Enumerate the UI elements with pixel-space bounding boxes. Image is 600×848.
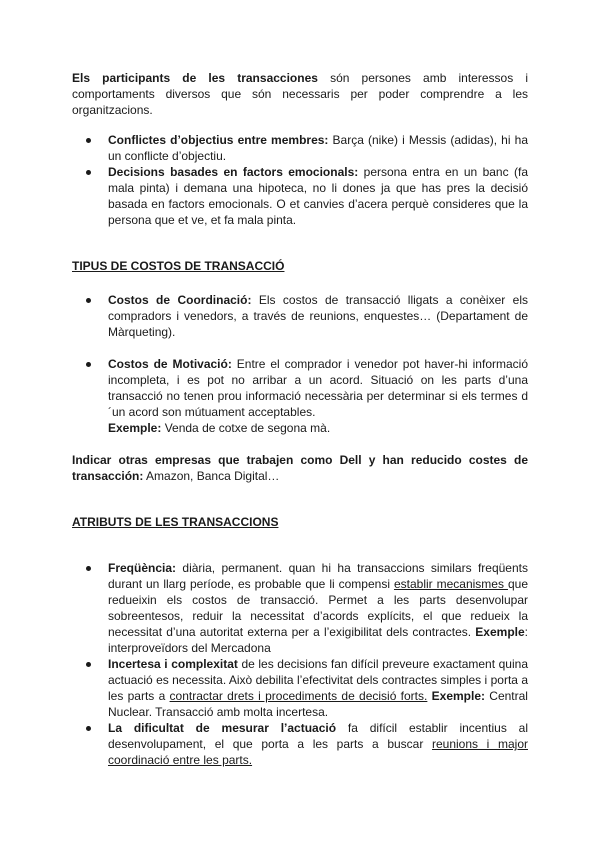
- question-paragraph: [72, 452, 528, 484]
- bullet-icon: [86, 298, 91, 303]
- section-heading-attributes: ATRIBUTS DE LES TRANSACCIONS: [72, 515, 279, 529]
- attributes-list: [72, 560, 528, 768]
- list-item: [72, 164, 528, 228]
- example-text: Venda de cotxe de segona mà.: [161, 421, 331, 435]
- intro-text: són persones amb interessos i comportaments diversos que són necessaris per poder comprendre a les organitzacions.: [72, 71, 528, 117]
- bullet-icon: [86, 138, 91, 143]
- list-item-title: Decisions basades en factors emocionals:: [108, 165, 359, 179]
- list-item: [72, 292, 528, 340]
- list-item-text: Entre el comprador i venedor pot haver-hi informació incompleta, i es pot no arribar a un acord. Situació on les parts d’una transacció no tenen prou informació necessària per determinar si els termes d´un acord son mútuament acceptables.: [108, 357, 528, 419]
- bullet-icon: [86, 170, 91, 175]
- list-item: [72, 356, 528, 436]
- list-item-text: diària, permanent. quan hi ha transaccions similars freqüents durant un llarg període, es probable que li compensi: [108, 561, 528, 591]
- example-text: : interproveïdors del Mercadona: [108, 625, 528, 655]
- document-page: [72, 70, 528, 768]
- list-item-text: Barça (nike) i Messis (adidas), hi ha un conflicte d’objectiu.: [108, 133, 528, 163]
- list-item-text: de les decisions fan difícil preveure exactament quina actuació es necessita. Això debilita l’efectivitat dels contractes simples i porta a les parts a: [108, 657, 528, 703]
- underlined-text: establir mecanismes: [393, 577, 508, 591]
- list-item-title: La dificultat de mesurar l’actuació: [108, 721, 337, 735]
- underlined-text: reunions i major coordinació entre les parts.: [108, 737, 528, 767]
- list-item: [72, 720, 528, 768]
- list-item-title: Conflictes d’objectius entre membres:: [108, 133, 329, 147]
- underlined-text: contractar drets i procediments de decisió forts.: [169, 689, 428, 703]
- list-item-title: Incertesa i complexitat: [108, 657, 238, 671]
- section-heading-costs: TIPUS DE COSTOS DE TRANSACCIÓ: [72, 259, 285, 273]
- costs-list: [72, 292, 528, 436]
- list-item-text: que redueixin els costos de transacció. Permet a les parts desenvolupar sobreentesos, reduir la necessitat d’acords explícits, el que redueix la necessitat d’una autoritat externa per a l’exigibilitat dels contractes.: [108, 577, 528, 639]
- list-item-title: Costos de Motivació:: [108, 357, 232, 371]
- bullet-icon: [86, 362, 91, 367]
- list-item-text: Els costos de transacció lligats a conèixer els compradors i venedors, a través de reunions, enquestes… (Departament de Màrqueting).: [108, 293, 528, 339]
- intro-bold: Els participants de les transacciones: [72, 71, 318, 85]
- example-label: Exemple: [475, 625, 525, 639]
- list-item-text: fa difícil establir incentius al desenvolupament, el que porta a les parts a buscar: [108, 721, 528, 751]
- example-text: Central Nuclear. Transacció amb molta incertesa.: [108, 689, 528, 719]
- list-item: [72, 656, 528, 720]
- bullet-icon: [86, 662, 91, 667]
- list-item-title: Costos de Coordinació:: [108, 293, 252, 307]
- intro-paragraph: [72, 70, 528, 118]
- list-item-title: Freqüència:: [108, 561, 177, 575]
- bullet-icon: [86, 566, 91, 571]
- example-label: Exemple:: [427, 689, 485, 703]
- question-answer: Amazon, Banca Digital…: [143, 469, 280, 483]
- list-item: [72, 560, 528, 656]
- bullet-icon: [86, 726, 91, 731]
- list-item: [72, 132, 528, 164]
- list-item-text: persona entra en un banc (fa mala pinta) i demana una hipoteca, no li dones ja que has pres la decisió basada en factors emocionals. O et canvies d’acera perquè consideres que la persona que et ve, et fa mala pinta.: [108, 165, 528, 227]
- question-bold: Indicar otras empresas que trabajen como Dell y han reducido costes de transacción:: [72, 453, 528, 483]
- example-label: Exemple:: [108, 421, 162, 435]
- conflicts-list: [72, 132, 528, 228]
